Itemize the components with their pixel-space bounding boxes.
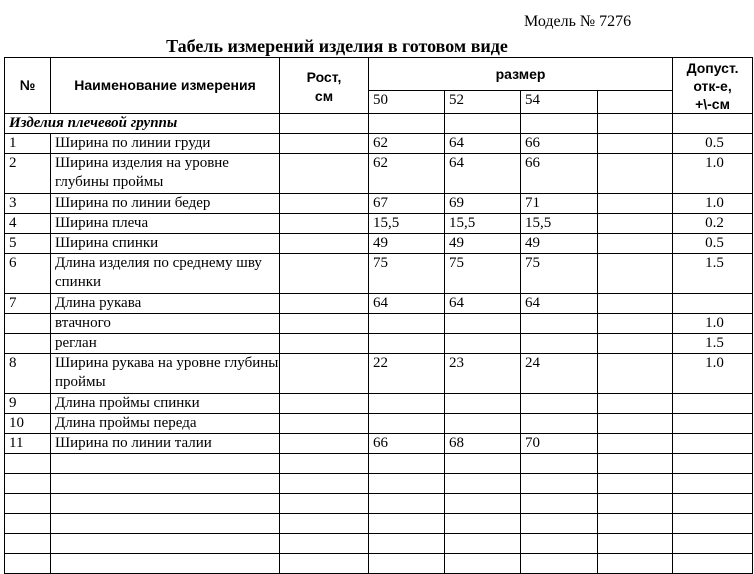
table-row [5,134,753,154]
row-rost [280,334,369,354]
row-tolerance [673,294,753,314]
row-size-50: 22 [369,354,445,394]
row-size-empty [598,354,673,394]
row-size-54: 15,5 [521,214,598,234]
row-name: Длина изделия по среднему шву спинки [51,254,280,294]
row-size-empty [598,154,673,194]
cell-empty [369,454,445,474]
cell-empty [369,514,445,534]
cell-empty [521,534,598,554]
cell-empty [445,514,521,534]
row-num: 2 [5,154,51,194]
row-name: Ширина изделия на уровне глубины проймы [51,154,280,194]
row-rost [280,294,369,314]
cell-empty [673,494,753,514]
cell-empty [5,454,51,474]
size-54: 54 [521,91,598,114]
row-name: Ширина спинки [51,234,280,254]
row-rost [280,134,369,154]
cell-empty [280,494,369,514]
header-tolerance-line3: +\-см [695,95,730,112]
header-tolerance [673,58,753,114]
row-tolerance: 1.5 [673,334,753,354]
page-title: Табель измерений изделия в готовом виде [166,36,508,56]
cell-empty [673,554,753,574]
row-num: 6 [5,254,51,294]
row-size-52: 64 [445,154,521,194]
table-row [5,434,753,454]
cell-empty [5,474,51,494]
cell-empty [521,474,598,494]
row-num: 8 [5,354,51,394]
row-size-54: 64 [521,294,598,314]
row-size-54: 66 [521,154,598,194]
cell-empty [598,514,673,534]
row-size-54: 66 [521,134,598,154]
cell-empty [521,554,598,574]
table-row [5,214,753,234]
header-rost-line2: см [314,88,334,104]
cell-empty [280,114,369,134]
cell-empty [51,514,280,534]
cell-empty [673,534,753,554]
row-name: Ширина плеча [51,214,280,234]
group-title: Изделия плечевой группы [5,114,280,134]
row-rost [280,434,369,454]
row-size-empty [598,254,673,294]
row-size-54 [521,314,598,334]
cell-empty [445,534,521,554]
table-row [5,254,753,294]
row-num: 1 [5,134,51,154]
row-rost [280,314,369,334]
row-name: Ширина по линии груди [51,134,280,154]
table-row-empty [5,494,753,514]
row-size-50: 15,5 [369,214,445,234]
row-size-54 [521,334,598,354]
row-size-empty [598,234,673,254]
row-rost [280,154,369,194]
cell-empty [51,454,280,474]
row-size-50: 66 [369,434,445,454]
size-52: 52 [445,91,521,114]
cell-empty [521,514,598,534]
row-size-54: 49 [521,234,598,254]
row-tolerance: 0.5 [673,134,753,154]
row-size-52 [445,394,521,414]
row-size-empty [598,414,673,434]
table-row [5,394,753,414]
row-size-54: 71 [521,194,598,214]
header-num: № [5,58,51,114]
row-rost [280,414,369,434]
row-size-50: 62 [369,134,445,154]
row-num: 9 [5,394,51,414]
cell-empty [51,554,280,574]
row-size-50 [369,394,445,414]
row-tolerance: 0.5 [673,234,753,254]
header-tolerance-line2: отк-е, [693,77,732,94]
row-size-50: 67 [369,194,445,214]
cell-empty [280,554,369,574]
cell-empty [51,534,280,554]
row-size-54 [521,394,598,414]
row-tolerance: 1.5 [673,254,753,294]
row-num: 10 [5,414,51,434]
row-size-54 [521,414,598,434]
row-size-52: 23 [445,354,521,394]
row-name: Ширина по линии талии [51,434,280,454]
row-rost [280,394,369,414]
row-name: втачного [51,314,280,334]
cell-empty [5,494,51,514]
row-size-50: 75 [369,254,445,294]
cell-empty [598,494,673,514]
cell-empty [445,554,521,574]
row-size-50: 62 [369,154,445,194]
cell-empty [598,114,673,134]
table-row-empty [5,534,753,554]
row-name: Длина проймы спинки [51,394,280,414]
row-size-52 [445,414,521,434]
row-size-52: 64 [445,134,521,154]
cell-empty [280,514,369,534]
cell-empty [280,534,369,554]
cell-empty [673,114,753,134]
row-tolerance: 0.2 [673,214,753,234]
cell-empty [51,474,280,494]
cell-empty [673,454,753,474]
cell-empty [521,494,598,514]
table-row-empty [5,554,753,574]
row-size-52: 75 [445,254,521,294]
cell-empty [598,474,673,494]
cell-empty [5,514,51,534]
table-row [5,414,753,434]
cell-empty [369,494,445,514]
row-size-50 [369,414,445,434]
row-tolerance [673,434,753,454]
row-size-52: 68 [445,434,521,454]
row-rost [280,214,369,234]
table-row [5,154,753,194]
row-name: Длина рукава [51,294,280,314]
row-num: 3 [5,194,51,214]
row-num [5,314,51,334]
cell-empty [5,554,51,574]
row-num: 5 [5,234,51,254]
row-name: Ширина по линии бедер [51,194,280,214]
row-rost [280,254,369,294]
cell-empty [521,114,598,134]
cell-empty [445,494,521,514]
cell-empty [598,554,673,574]
row-size-50: 49 [369,234,445,254]
row-size-empty [598,294,673,314]
row-size-50 [369,334,445,354]
row-size-empty [598,334,673,354]
cell-empty [51,494,280,514]
row-size-54: 24 [521,354,598,394]
header-tolerance-line1: Допуст. [686,59,739,76]
row-size-52: 69 [445,194,521,214]
cell-empty [673,514,753,534]
row-size-52: 49 [445,234,521,254]
row-tolerance: 1.0 [673,154,753,194]
cell-empty [369,534,445,554]
cell-empty [369,114,445,134]
row-size-52: 15,5 [445,214,521,234]
row-num: 11 [5,434,51,454]
row-name: реглан [51,334,280,354]
cell-empty [521,454,598,474]
cell-empty [598,534,673,554]
model-number: Модель № 7276 [524,13,632,30]
row-size-50: 64 [369,294,445,314]
row-size-empty [598,214,673,234]
row-rost [280,234,369,254]
cell-empty [280,474,369,494]
row-num [5,334,51,354]
row-size-54: 75 [521,254,598,294]
row-num: 4 [5,214,51,234]
row-tolerance: 1.0 [673,314,753,334]
header-rost [280,58,369,114]
table-row [5,334,753,354]
cell-empty [280,454,369,474]
row-size-empty [598,314,673,334]
size-50: 50 [369,91,445,114]
table-row [5,194,753,214]
size-empty [598,91,673,114]
row-size-52 [445,334,521,354]
row-num: 7 [5,294,51,314]
table-row-empty [5,514,753,534]
header-rost-line1: Рост, [306,69,342,85]
row-name: Ширина рукава на уровне глубины проймы [51,354,280,394]
measurement-table [4,57,753,574]
row-size-empty [598,434,673,454]
cell-empty [445,474,521,494]
row-size-empty [598,194,673,214]
table-row-empty [5,454,753,474]
row-size-empty [598,134,673,154]
row-tolerance: 1.0 [673,194,753,214]
table-row [5,294,753,314]
row-rost [280,194,369,214]
table-row [5,354,753,394]
row-size-52: 64 [445,294,521,314]
row-tolerance [673,394,753,414]
cell-empty [369,554,445,574]
cell-empty [598,454,673,474]
row-size-52 [445,314,521,334]
cell-empty [5,534,51,554]
table-row [5,314,753,334]
cell-empty [673,474,753,494]
table-row-empty [5,474,753,494]
row-size-54: 70 [521,434,598,454]
row-size-50 [369,314,445,334]
cell-empty [445,114,521,134]
header-name: Наименование измерения [51,58,280,114]
row-size-empty [598,394,673,414]
row-rost [280,354,369,394]
row-name: Длина проймы переда [51,414,280,434]
row-tolerance: 1.0 [673,354,753,394]
cell-empty [369,474,445,494]
header-size: размер [369,58,673,91]
table-row [5,234,753,254]
cell-empty [445,454,521,474]
row-tolerance [673,414,753,434]
